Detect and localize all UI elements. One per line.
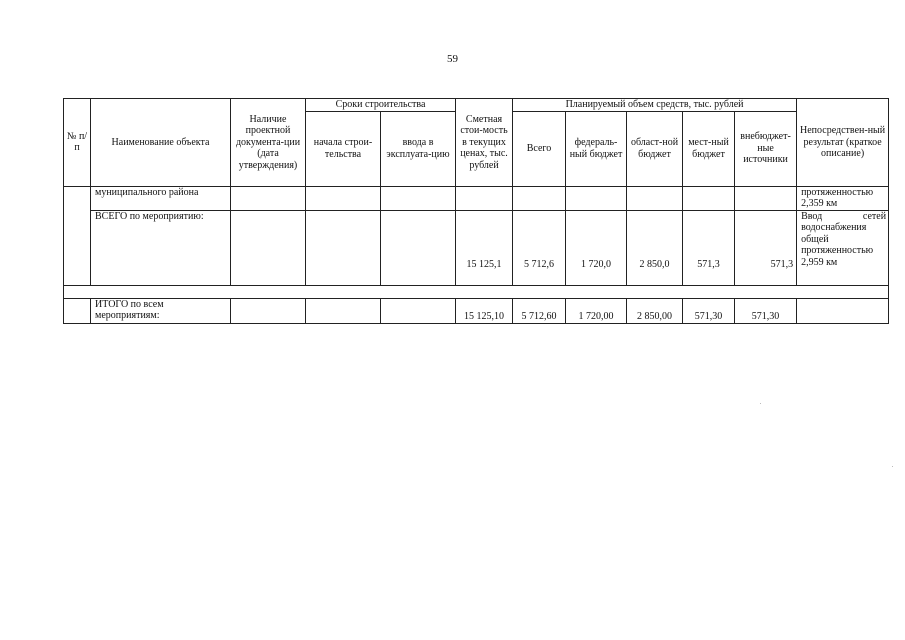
empty-cell: [797, 298, 889, 323]
header-planned-funds: Планируемый объем средств, тыс. рублей: [513, 99, 797, 112]
regional-cell: 2 850,0: [627, 210, 683, 285]
estimated-cost-cell: 15 125,1: [456, 210, 513, 285]
empty-cell: [627, 186, 683, 210]
object-name-cell: ИТОГО по всем мероприятиям:: [91, 298, 231, 323]
header-estimated-cost: Сметная стои-мость в текущих ценах, тыс. рублей: [456, 99, 513, 187]
object-name-cell: ВСЕГО по мероприятию:: [91, 210, 231, 285]
total-cell: 5 712,6: [513, 210, 566, 285]
empty-cell: [566, 186, 627, 210]
empty-cell: [381, 186, 456, 210]
result-text: сетей: [862, 210, 887, 222]
empty-cell: [381, 210, 456, 285]
extrabudget-cell: 571,3: [735, 210, 797, 285]
funding-table: [63, 98, 889, 324]
spacer-cell: [64, 285, 889, 298]
empty-cell: [735, 186, 797, 210]
header-construction-terms: Сроки строительства: [306, 99, 456, 112]
num-cell: [64, 298, 91, 323]
result-cell: [797, 210, 889, 285]
table-row-spacer: [64, 285, 889, 298]
empty-cell: [306, 298, 381, 323]
result-text: водоснабжения: [801, 222, 867, 233]
empty-cell: [381, 298, 456, 323]
object-name-cell: муниципального района: [91, 186, 231, 210]
table-row-grand-total: [64, 298, 889, 323]
regional-cell: 2 850,00: [627, 298, 683, 323]
result-text: 2,959 км: [801, 256, 838, 268]
empty-cell: [683, 186, 735, 210]
empty-cell: [231, 186, 306, 210]
page-number: 59: [447, 53, 458, 65]
result-text: протяженностью: [801, 245, 874, 256]
header-num: № п/п: [64, 99, 91, 187]
federal-cell: 1 720,00: [566, 298, 627, 323]
local-cell: 571,3: [683, 210, 735, 285]
empty-cell: [306, 186, 381, 210]
empty-cell: [231, 210, 306, 285]
header-extrabudget: внебюджет-ные источники: [735, 111, 797, 186]
header-object-name: Наименование объекта: [91, 99, 231, 187]
total-cell: 5 712,60: [513, 298, 566, 323]
num-cell: [64, 186, 91, 285]
header-total: Всего: [513, 111, 566, 186]
header-direct-result: Непосредствен-ный результат (краткое описание): [797, 99, 889, 187]
result-text: протяженностью: [801, 186, 874, 198]
scan-speck: [760, 403, 761, 404]
empty-cell: [306, 210, 381, 285]
table-row-event-total: [64, 210, 889, 285]
header-federal: федераль-ный бюджет: [566, 111, 627, 186]
result-text: общей: [801, 233, 829, 245]
header-project-docs: Наличие проектной документа-ции (дата утверждения): [231, 99, 306, 187]
table-row-municipal: [64, 186, 889, 210]
empty-cell: [231, 298, 306, 323]
header-commissioning: ввода в эксплуата-цию: [381, 111, 456, 186]
extrabudget-cell: 571,30: [735, 298, 797, 323]
federal-cell: 1 720,0: [566, 210, 627, 285]
result-text: Ввод: [801, 210, 823, 222]
result-text: 2,359 км: [801, 198, 838, 209]
estimated-cost-cell: 15 125,10: [456, 298, 513, 323]
result-line: [801, 211, 886, 223]
empty-cell: [456, 186, 513, 210]
header-start: начала строи-тельства: [306, 111, 381, 186]
header-local: мест-ный бюджет: [683, 111, 735, 186]
local-cell: 571,30: [683, 298, 735, 323]
header-regional: област-ной бюджет: [627, 111, 683, 186]
empty-cell: [513, 186, 566, 210]
result-cell: [797, 186, 889, 210]
scan-speck: [892, 466, 893, 467]
header-row-top: [64, 99, 889, 112]
